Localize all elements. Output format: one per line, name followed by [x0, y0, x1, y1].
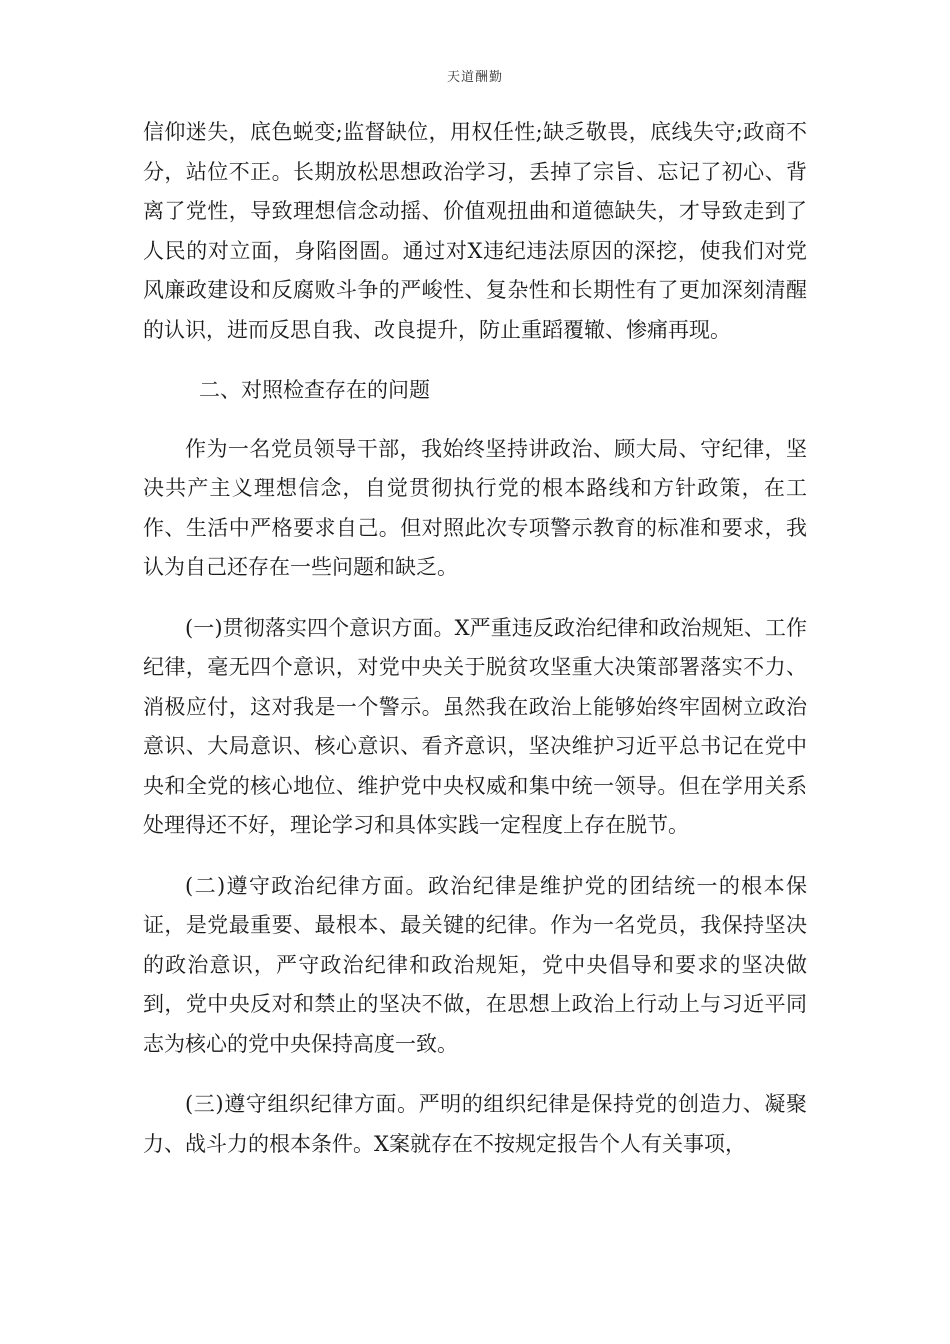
paragraph-point-3: (三)遵守组织纪律方面。严明的组织纪律是保持党的创造力、凝聚力、战斗力的根本条件。X案就存在不按规定报告个人有关事项，: [143, 1092, 807, 1156]
paragraph-point-1: (一)贯彻落实四个意识方面。X严重违反政治纪律和政治规矩、工作纪律，毫无四个意识，对党中央关于脱贫攻坚重大决策部署落实不力、消极应付，这对我是一个警示。虽然我在政治上能够始终牢固树立政治意识、大局意识、核心意识、看齐意识，坚决维护习近平总书记在党中央和全党的核心地位、维护党中央权威和集中统一领导。但在学用关系处理得还不好，理论学习和具体实践一定程度上存在脱节。: [143, 615, 807, 837]
paragraph-continuation: 信仰迷失，底色蜕变;监督缺位，用权任性;缺乏敬畏，底线失守;政商不分，站位不正。长期放松思想政治学习，丢掉了宗旨、忘记了初心、背离了党性，导致理想信念动摇、价值观扭曲和道德缺失，才导致走到了人民的对立面，身陷囹圄。通过对X违纪违法原因的深挖，使我们对党风廉政建设和反腐败斗争的严峻性、复杂性和长期性有了更加深刻清醒的认识，进而反思自我、改良提升，防止重蹈覆辙、惨痛再现。: [143, 120, 807, 342]
section-heading: 二、对照检查存在的问题: [199, 378, 430, 402]
paragraph-point-2: (二)遵守政治纪律方面。政治纪律是维护党的团结统一的根本保证，是党最重要、最根本、最关键的纪律。作为一名党员，我保持坚决的政治意识，严守政治纪律和政治规矩，党中央倡导和要求的坚决做到，党中央反对和禁止的坚决不做，在思想上政治上行动上与习近平同志为核心的党中央保持高度一致。: [143, 873, 807, 1056]
document-body: [143, 113, 807, 1164]
paragraph-intro: 作为一名党员领导干部，我始终坚持讲政治、顾大局、守纪律，坚决共产主义理想信念，自觉贯彻执行党的根本路线和方针政策，在工作、生活中严格要求自己。但对照此次专项警示教育的标准和要求，我认为自己还存在一些问题和缺乏。: [143, 436, 807, 579]
page-header: 天道酬勤: [446, 70, 503, 85]
